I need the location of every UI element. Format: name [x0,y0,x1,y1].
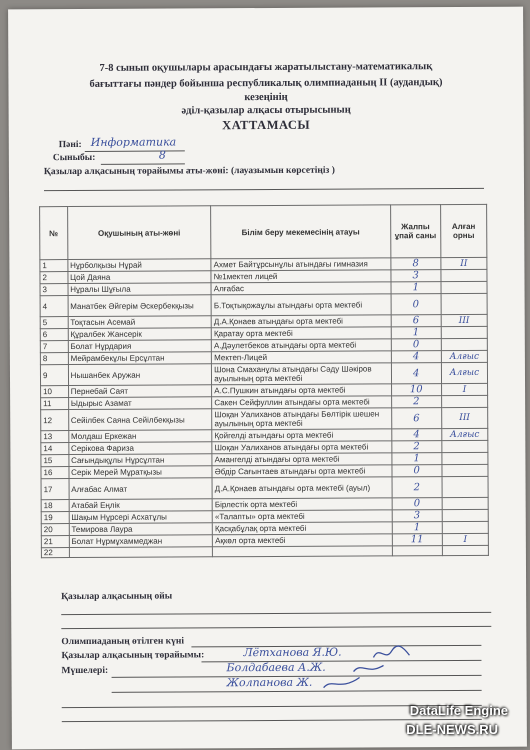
row-place: I [441,383,487,395]
chair-signature-value: Лётханова Я.Ю. [243,645,342,660]
row-student-name: Манатбек Әйгерім Әскербекқызы [68,295,212,317]
chair-name-underline [44,188,484,191]
row-place [442,509,488,521]
row-score: 1 [392,522,442,534]
member-2-scribble [322,674,362,694]
table-row [41,545,488,557]
row-place: I [442,533,488,545]
row-place [442,476,488,497]
row-score: 1 [392,453,442,465]
row-student-name: Нұрболқызы Нұрай [68,259,212,272]
row-school: Әбдір Сағынтаев атындағы орта мектебі [212,465,391,478]
row-student-name: Ыдырыс Азамат [68,397,212,410]
table-row [40,293,487,316]
row-school: А.Дәулетбеков атындағы орта мектебі [212,339,391,352]
row-number: 18 [41,500,69,512]
row-place [441,293,487,314]
table-row [40,362,487,385]
row-number: 19 [41,512,69,524]
row-number: 3 [40,284,68,296]
row-score [392,546,442,556]
row-place [442,521,488,533]
chair-name-label: Қазылар алқасының төрайымы аты-жөні: (лауазымын көрсетіңіз ) [43,165,335,178]
row-score: 3 [391,270,441,282]
title-line-3: кезеңінің [244,91,288,104]
row-number: 2 [40,272,68,284]
col-score: Жалпы ұпай саны [390,205,441,258]
row-student-name: Серікова Фариза [69,442,213,455]
opinion-line-1 [61,612,491,615]
row-student-name: Цой Даяна [68,271,212,284]
title-line-2: бағыттағы пәндер бойынша республикалық олимпиаданың II (аудандық) [89,77,443,90]
row-place [441,395,487,407]
row-place [442,497,488,509]
chair-signature-label: Қазылар алқасының төрайымы: [61,650,205,662]
row-student-name: Болат Нұрмұхаммеджан [69,535,213,548]
row-school: №1мектеп лицей [211,270,390,283]
row-school: А.С.Пушкин атындағы орта мектебі [212,384,391,397]
row-place: Алғыс [441,362,487,383]
row-school: Мектеп-Лицей [212,351,391,364]
row-school: Ахмет Байтұрсынұлы атындағы гимназия [211,258,390,271]
subject-label: Пәні: [58,139,82,151]
row-score: 6 [391,408,441,429]
row-score: 8 [390,258,440,270]
grade-underline [101,163,185,164]
row-student-name [69,547,213,558]
row-school: Бірлестік орта мектебі [212,498,391,511]
date-label: Олимпиаданың өтілген күні [61,636,185,648]
row-number: 8 [40,353,68,365]
row-student-name: Атабай Еңлік [69,499,213,512]
table-body [40,257,489,557]
results-table [39,204,489,558]
col-place: Алған орны [440,204,486,257]
row-score: 4 [391,429,441,441]
row-place [441,326,487,338]
document-page [8,7,527,750]
row-score: 11 [392,534,442,546]
row-school: Д.А.Қонаев атындағы орта мектебі (ауыл) [212,477,392,499]
row-score: 4 [391,351,441,363]
row-place [441,269,487,281]
row-number: 22 [41,548,69,558]
row-student-name: Нұралы Шұғыла [68,283,212,296]
row-place [442,440,488,452]
row-student-name: Сейілбек Саяна Сейілбекқызы [68,409,212,431]
row-student-name: Нышанбек Аружан [68,364,212,386]
row-student-name: Молдаш Еркежан [68,430,212,443]
row-number: 10 [41,386,69,398]
table-row [41,476,488,499]
row-place: III [441,314,487,326]
title-line-1: 7-8 сынып оқушылары арасындағы жаратылыстану-математикалық [99,61,433,74]
watermark-line-1: DataLife Engine [409,703,508,718]
member-2-value: Жолпанова Ж. [226,675,313,690]
table-row [41,407,488,430]
row-place: Алғыс [442,428,488,440]
row-number: 4 [40,296,68,317]
members-label: Мүшелері: [61,665,109,677]
watermark-line-2: DLE-NEWS.RU [406,722,498,737]
row-score: 0 [392,498,442,510]
table-header-row [40,204,487,259]
row-place: III [442,407,488,428]
row-school: Ақкөл орта мектебі [213,534,392,547]
row-student-name: Мейрамбекұлы Ерсұлтан [68,352,212,365]
row-school: Шона Смаханұлы атындағы Сәду Шәкіров ауылының орта мектебі [212,363,392,385]
row-score: 4 [391,363,441,384]
row-place [442,464,488,476]
row-number: 21 [41,536,69,548]
col-student-name: Оқушының аты-жөні [67,206,211,260]
row-score: 0 [392,465,442,477]
row-score: 1 [391,327,441,339]
row-place [441,338,487,350]
member-2-underline [112,690,482,693]
row-student-name: Құралбек Жансерік [68,328,212,341]
row-number: 11 [41,398,69,410]
row-place [442,452,488,464]
opinion-label: Қазылар алқасының ойы [61,591,173,603]
row-place [441,281,487,293]
row-score: 0 [391,294,441,315]
row-school: Қаратау орта мектебі [211,327,390,340]
row-school: Шоқан Уалиханов атындағы Бөлтірік шешен ауылының орта мектебі [212,408,392,430]
row-score: 10 [391,384,441,396]
row-school: Б.Тоқтықожаұлы атындағы орта мектебі [211,294,391,316]
col-number: № [40,207,68,260]
title-line-4: әділ-қазылар алқасы отырысының [181,104,351,117]
grade-label: Сыныбы: [52,152,96,164]
row-school: Қойгелді атындағы орта мектебі [212,429,391,442]
row-school: Алғабас [211,282,390,295]
row-student-name: Сағындықұлы Нұрсұлтан [69,454,213,467]
row-number: 17 [41,479,69,500]
row-number: 9 [40,365,68,386]
row-school: Д.А.Қонаев атындағы орта мектебі [211,315,390,328]
row-school: Қасқабұлақ орта мектебі [212,522,391,535]
row-student-name: Пернебай Саят [68,385,212,398]
row-score: 3 [392,510,442,522]
row-school: «Талапты» орта мектебі [212,510,391,523]
row-place: II [441,257,487,269]
subject-underline [85,150,185,152]
row-student-name: Болат Нұрдария [68,340,212,353]
row-number: 12 [41,410,69,431]
subject-value: Информатика [90,135,177,149]
row-student-name: Алғабас Алмат [69,478,213,500]
row-number: 1 [40,260,68,272]
row-number: 6 [40,329,68,341]
row-student-name: Тоқтасын Асемай [68,316,212,329]
row-school: Амангелді атындағы орта мектебі [212,453,391,466]
row-student-name: Шақым Нұрсері Асхатұлы [69,511,213,524]
grade-value: 8 [158,148,166,162]
row-number: 16 [41,467,69,479]
row-school: Сакен Сейфуллин атындағы орта мектебі [212,396,391,409]
row-place: Алғыс [441,350,487,362]
row-place [442,545,488,555]
row-number: 14 [41,443,69,455]
row-school [213,546,392,557]
row-number: 7 [40,341,68,353]
row-school: Шоқан Уалиханов атындағы орта мектебі [212,441,391,454]
row-number: 20 [41,524,69,536]
opinion-line-2 [61,626,491,629]
row-score: 0 [391,339,441,351]
row-number: 5 [40,317,68,329]
row-score: 2 [391,441,441,453]
row-student-name: Темирова Лаура [69,523,213,536]
row-number: 15 [41,455,69,467]
row-score: 2 [391,396,441,408]
row-score: 1 [391,282,441,294]
member-1-value: Болдабаева А.Ж. [226,660,326,675]
col-school: Білім беру мекемесінің атауы [211,205,391,259]
row-score: 2 [392,477,442,498]
row-score: 6 [391,315,441,327]
row-number: 13 [41,431,69,443]
row-student-name: Серік Мерей Мұратқызы [69,466,213,479]
title-protocol: ХАТТАМАСЫ [222,117,311,133]
